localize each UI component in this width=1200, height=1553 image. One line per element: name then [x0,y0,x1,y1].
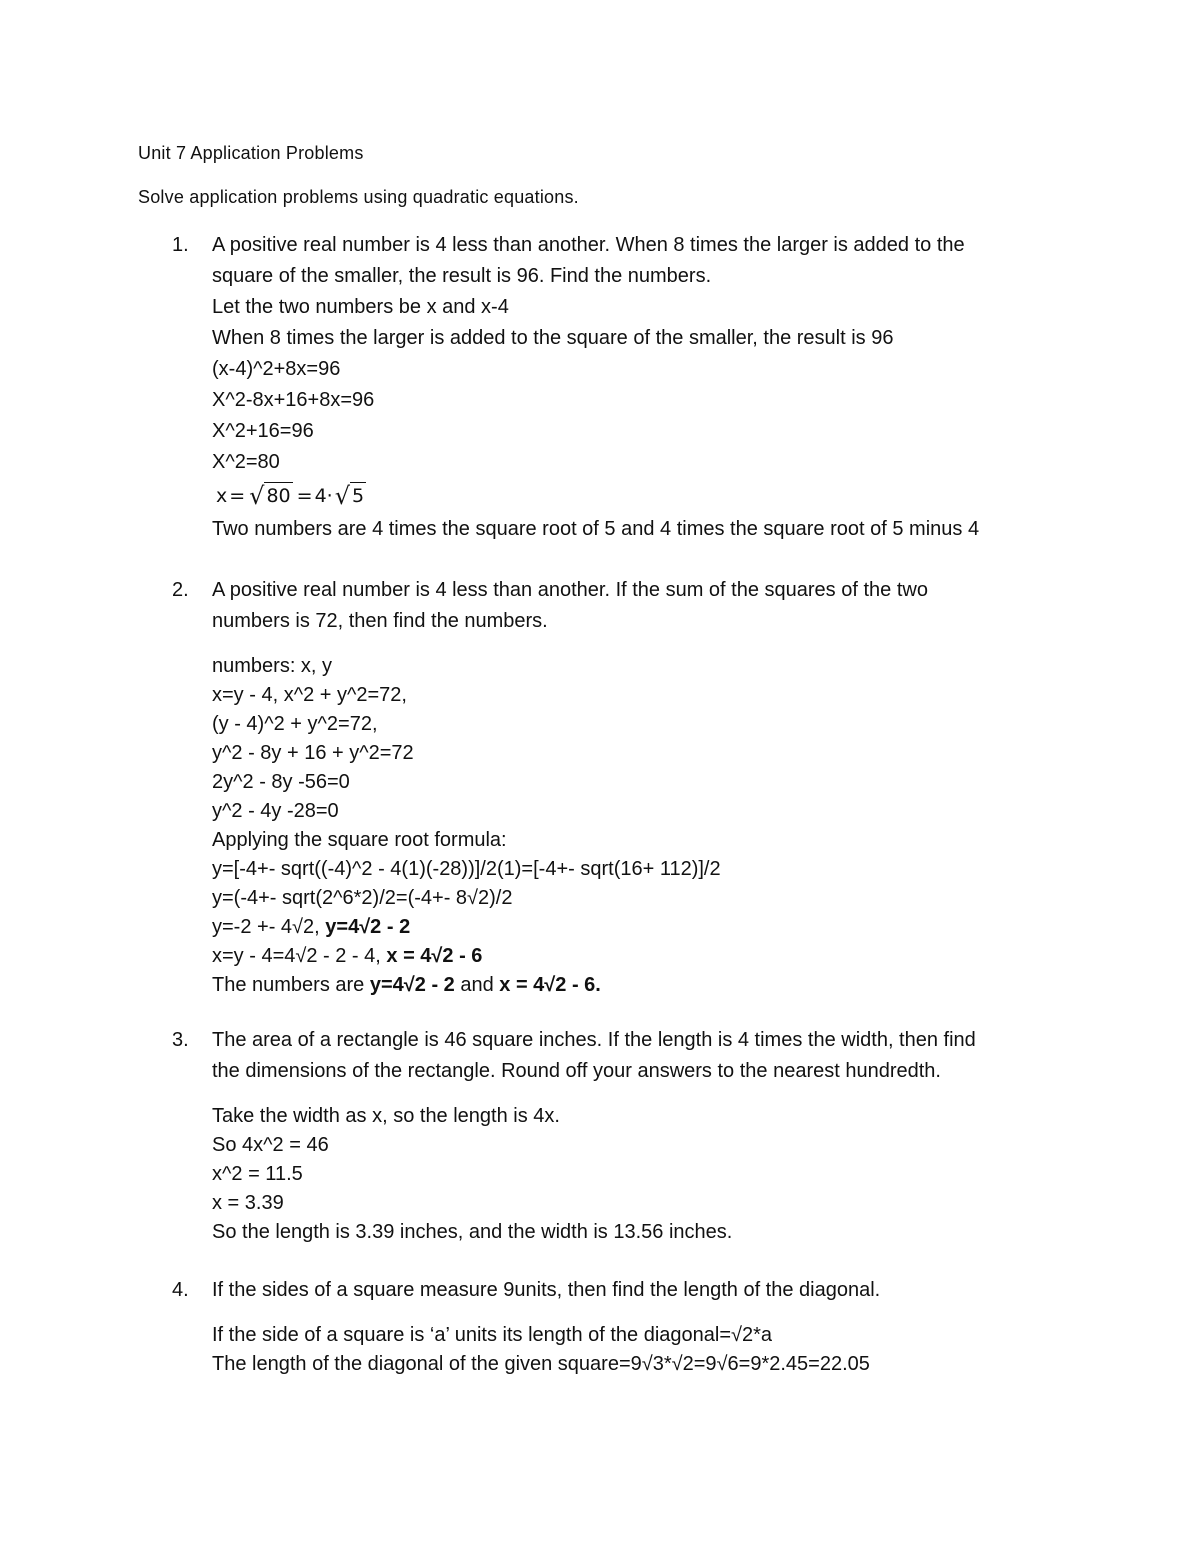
problem-body [212,230,1072,545]
question-line: numbers is 72, then find the numbers. [212,610,548,632]
work-line-x: x=y - 4=4√2 - 2 - 4, x = 4√2 - 6 [212,945,483,967]
question-line: square of the smaller, the result is 96. Find the numbers. [212,265,712,287]
work-line: The length of the diagonal of the given square=9√3*√2=9√6=9*2.45=22.05 [212,1353,870,1375]
problem-number: 4. [172,1279,189,1301]
work-line: If the side of a square is ‘a’ units its length of the diagonal=√2*a [212,1324,773,1346]
document-subtitle: Solve application problems using quadratic equations. [138,187,579,207]
work-line: x = 3.39 [212,1192,284,1214]
question-line: If the sides of a square measure 9units, then find the length of the diagonal. [212,1279,881,1301]
work-line: (x-4)^2+8x=96 [212,358,341,380]
problem-body [212,1275,1072,1379]
work-line: When 8 times the larger is added to the square of the smaller, the result is 96 [212,327,894,349]
work-line: X^2+16=96 [212,420,314,442]
answer-line: The numbers are y=4√2 - 2 and x = 4√2 - 6. [212,974,601,996]
question-line: The area of a rectangle is 46 square inches. If the length is 4 times the width, then find [212,1029,976,1051]
work-line: y=(-4+- sqrt(2^6*2)/2=(-4+- 8√2)/2 [212,887,513,909]
question-line: A positive real number is 4 less than another. If the sum of the squares of the two [212,579,928,601]
work-line-y: y=-2 +- 4√2, y=4√2 - 2 [212,916,411,938]
work-line: x^2 = 11.5 [212,1163,303,1185]
problem-number: 2. [172,579,189,601]
radicand: 80 [264,482,292,510]
equation-coefficient: 4· [314,485,333,507]
problem-number: 3. [172,1029,189,1051]
work-line: numbers: x, y [212,655,333,677]
work-line: So 4x^2 = 46 [212,1134,329,1156]
square-root-5: √ 5 [334,482,365,510]
work-line: X^2-8x+16+8x=96 [212,389,375,411]
problem-number: 1. [172,234,189,256]
work-line: y^2 - 8y + 16 + y^2=72 [212,742,414,764]
work-line: y^2 - 4y -28=0 [212,800,339,822]
work-line: (y - 4)^2 + y^2=72, [212,713,378,735]
document-title: Unit 7 Application Problems [138,143,364,163]
problem-body [212,1025,1072,1247]
work-line: So the length is 3.39 inches, and the width is 13.56 inches. [212,1221,733,1243]
work-line: y=[-4+- sqrt((-4)^2 - 4(1)(-28))]/2(1)=[-4+- sqrt(16+ 112)]/2 [212,858,721,880]
work-line: Let the two numbers be x and x-4 [212,296,509,318]
equation-equals: = [296,485,313,507]
work-line: Take the width as x, so the length is 4x. [212,1105,560,1127]
work-line: x=y - 4, x^2 + y^2=72, [212,684,407,706]
work-line: Applying the square root formula: [212,829,507,851]
equation-var: x [216,485,228,507]
question-line: the dimensions of the rectangle. Round off your answers to the nearest hundredth. [212,1060,941,1082]
square-root-80: √ 80 [249,482,291,510]
work-line: X^2=80 [212,451,280,473]
question-line: A positive real number is 4 less than another. When 8 times the larger is added to the [212,234,965,256]
equation-equals: = [229,485,246,507]
radicand: 5 [350,482,366,510]
equation-image [212,478,1072,514]
problem-body [212,575,1072,1000]
work-line: 2y^2 - 8y -56=0 [212,771,350,793]
conclusion-line: Two numbers are 4 times the square root of 5 and 4 times the square root of 5 minus 4 [212,518,980,540]
